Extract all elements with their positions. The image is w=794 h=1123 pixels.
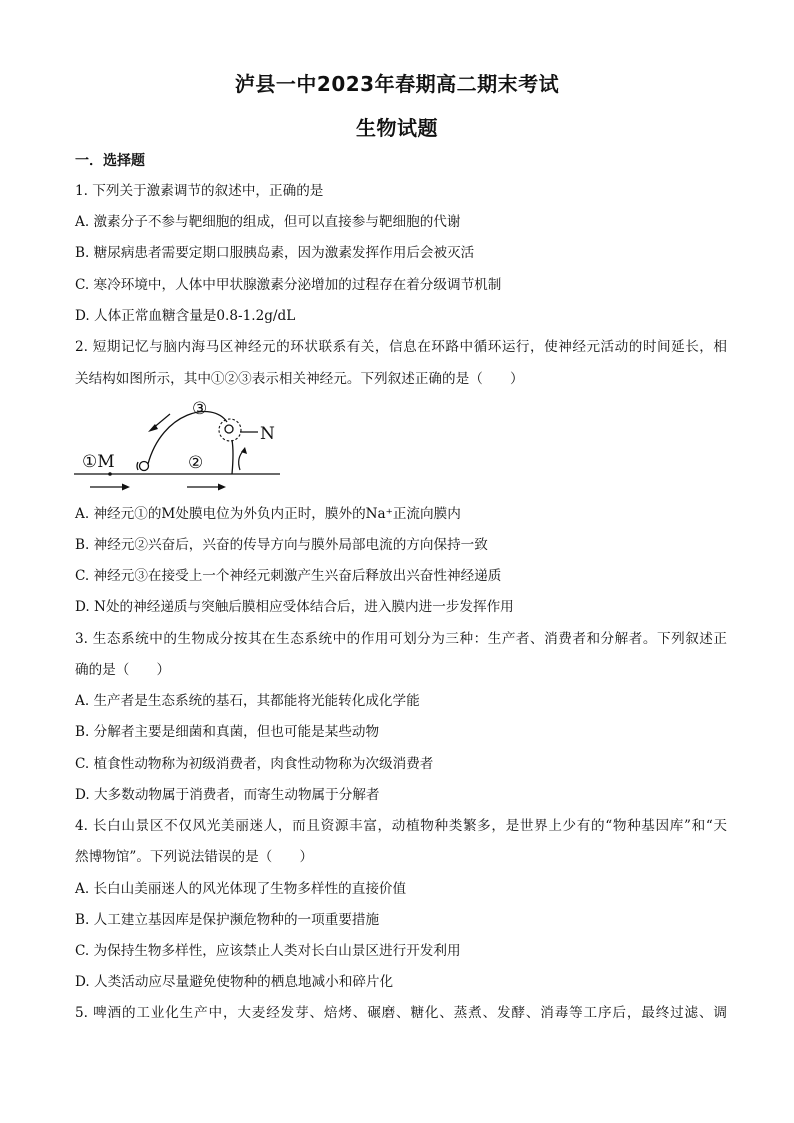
neuron-2-branch (232, 440, 233, 474)
curved-arrow-icon (239, 450, 244, 470)
label-neuron-1-m: ①M (82, 452, 115, 472)
label-n: N (260, 424, 275, 444)
question-4-stem-line2: 然博物馆”。下列说法错误的是（ ） (75, 849, 314, 865)
synapse-left (140, 462, 149, 471)
question-1-option-c: C. 寒冷环境中，人体中甲状腺激素分泌增加的过程存在着分级调节机制 (75, 277, 502, 293)
question-1-stem: 1. 下列关于激素调节的叙述中，正确的是 (75, 183, 324, 199)
synapse-n-dashed (219, 419, 241, 441)
question-2-stem-line2: 关结构如图所示，其中①②③表示相关神经元。下列叙述正确的是（ ） (75, 371, 524, 387)
question-4-stem-line1: 4. 长白山景区不仅风光美丽迷人，而且资源丰富，动植物种类繁多，是世界上少有的“物种基因库”和“天 (75, 818, 727, 834)
question-3-option-b: B. 分解者主要是细菌和真菌，但也可能是某些动物 (75, 724, 380, 740)
question-4-option-c: C. 为保持生物多样性，应该禁止人类对长白山景区进行开发利用 (75, 943, 461, 959)
exam-title: 泸县一中2023年春期高二期末考试 (234, 72, 560, 96)
question-3-option-d: D. 大多数动物属于消费者，而寄生动物属于分解者 (75, 787, 380, 803)
question-1-option-b: B. 糖尿病患者需要定期口服胰岛素，因为激素发挥作用后会被灭活 (75, 245, 475, 261)
question-1-option-d: D. 人体正常血糖含量是0.8-1.2g/dL (75, 308, 296, 324)
label-neuron-2: ② (188, 453, 204, 473)
section-heading: 一．选择题 (75, 153, 145, 169)
question-2-option-a: A. 神经元①的M处膜电位为外负内正时，膜外的Na⁺正流向膜内 (75, 506, 461, 522)
question-2-option-b: B. 神经元②兴奋后，兴奋的传导方向与膜外局部电流的方向保持一致 (75, 537, 488, 553)
question-2-option-d: D. N处的神经递质与突触后膜相应受体结合后，进入膜内进一步发挥作用 (75, 599, 514, 615)
question-2-option-c: C. 神经元③在接受上一个神经元刺激产生兴奋后释放出兴奋性神经递质 (75, 568, 502, 584)
point-m (108, 472, 112, 476)
neuron-circuit-figure (72, 392, 287, 496)
label-neuron-3: ③ (192, 399, 208, 419)
question-5-stem-line1: 5. 啤酒的工业化生产中，大麦经发芽、焙烤、碾磨、糖化、蒸煮、发酵、消毒等工序后，最终过滤、调 (75, 1005, 727, 1021)
question-2-stem-line1: 2. 短期记忆与脑内海马区神经元的环状联系有关，信息在环路中循环运行，使神经元活动的时间延长，相 (75, 339, 727, 355)
question-3-option-a: A. 生产者是生态系统的基石，其都能将光能转化成化学能 (75, 693, 420, 709)
question-4-option-b: B. 人工建立基因库是保护濒危物种的一项重要措施 (75, 912, 380, 928)
question-3-stem-line2: 确的是（ ） (75, 662, 171, 678)
question-3-option-c: C. 植食性动物称为初级消费者，肉食性动物称为次级消费者 (75, 756, 434, 772)
exam-subtitle: 生物试题 (356, 116, 438, 140)
question-4-option-a: A. 长白山美丽迷人的风光体现了生物多样性的直接价值 (75, 881, 407, 897)
question-4-option-d: D. 人类活动应尽量避免使物种的栖息地减小和碎片化 (75, 974, 394, 990)
question-3-stem-line1: 3. 生态系统中的生物成分按其在生态系统中的作用可划分为三种：生产者、消费者和分解者。下列叙述正 (75, 631, 727, 647)
question-1-option-a: A. 激素分子不参与靶细胞的组成，但可以直接参与靶细胞的代谢 (75, 214, 461, 230)
